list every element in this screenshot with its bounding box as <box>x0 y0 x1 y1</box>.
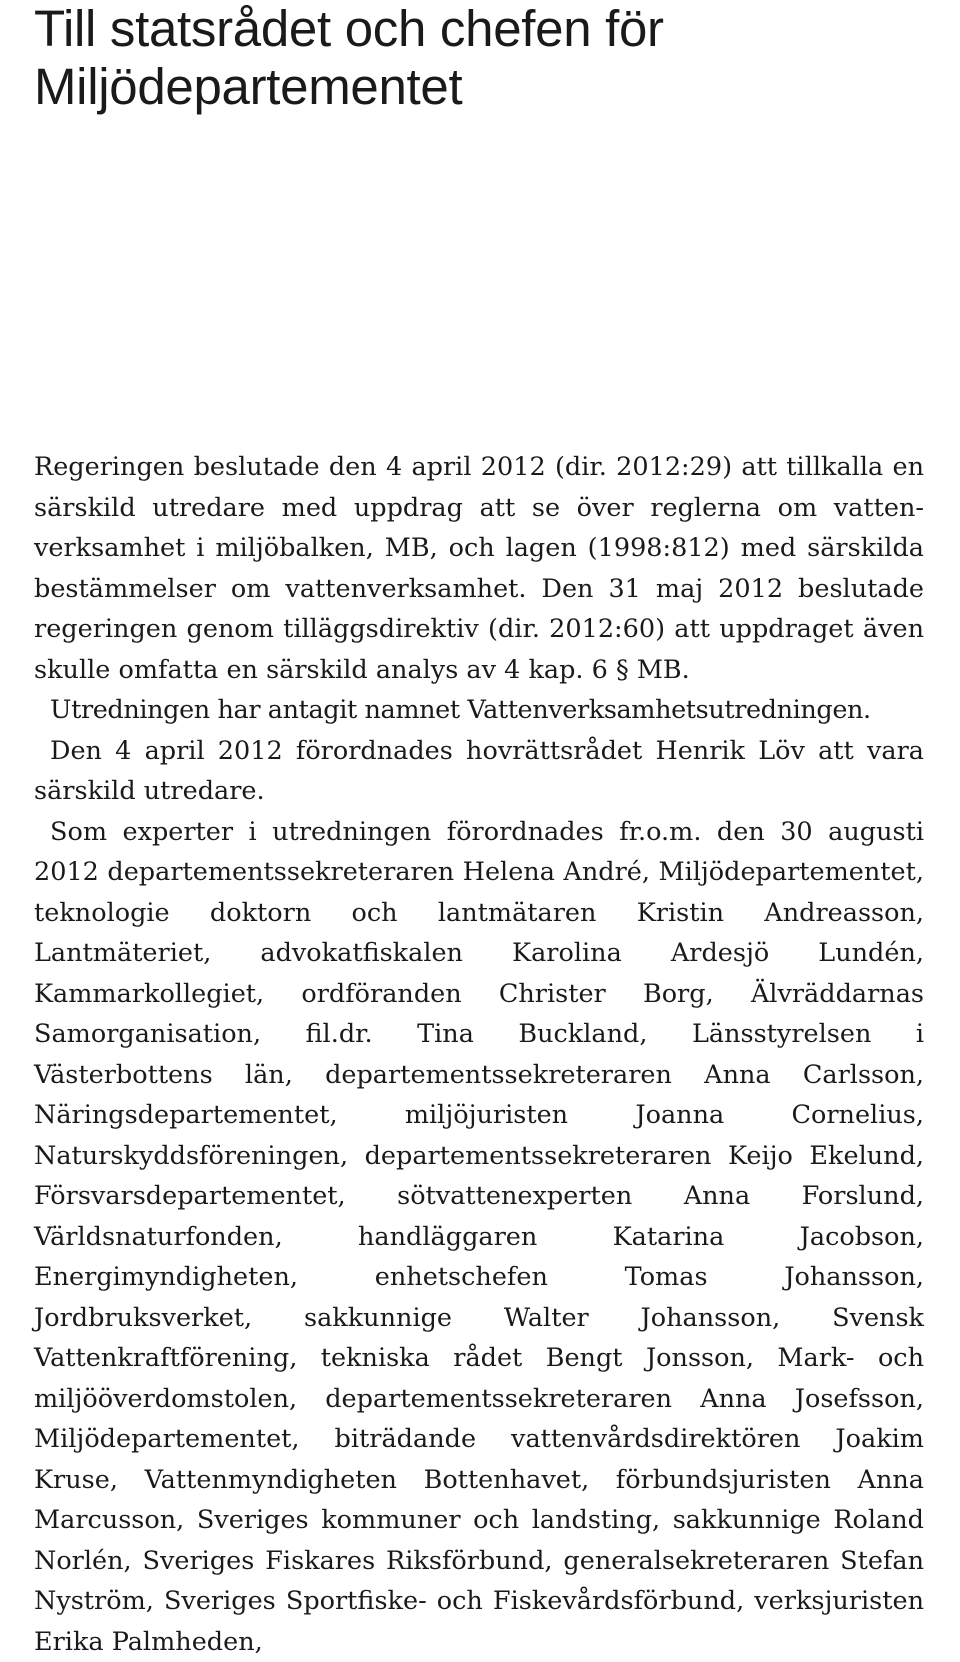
paragraph-assignment: Regeringen beslutade den 4 april 2012 (dir. 2012:29) att tillkalla en särskild utredare med uppdrag att se över reglerna om vattenverksamhet i miljöbalken, MB, och lagen (1998:812) med särskilda bestämmelser om vattenverksamhet. Den 31 maj 2012 beslutade regeringen genom tilläggsdirektiv (dir. 2012:60) att uppdraget även skulle omfatta en särskild analys av 4 kap. 6 § MB. <box>34 447 924 690</box>
body-text <box>34 447 924 1662</box>
page-title: Till statsrådet och chefen för Miljödepartementet <box>34 0 934 116</box>
paragraph-experts: Som experter i utredningen förordnades fr.o.m. den 30 augusti 2012 departementssekreteraren Helena André, Miljödepartementet, teknologie doktorn och lantmätaren Kristin Andreasson, Lantmäteriet, advokatfiskalen Karolina Ardesjö Lundén, Kammarkollegiet, ordföranden Christer Borg, Älvräddarnas Samorganisation, fil.dr. Tina Buckland, Länsstyrelsen i Västerbottens län, departementssekreteraren Anna Carlsson, Näringsdepartementet, miljöjuristen Joanna Cornelius, Naturskyddsföreningen, departementssekreteraren Keijo Ekelund, Försvarsdepartementet, sötvattenexperten Anna Forslund, Världsnaturfonden, handläggaren Katarina Jacobson, Energimyndigheten, enhetschefen Tomas Johansson, Jordbruksverket, sakkunnige Walter Johansson, Svensk Vattenkraftförening, tekniska rådet Bengt Jonsson, Mark- och miljööverdomstolen, departementssekreteraren Anna Josefsson, Miljödepartementet, biträdande vattenvårdsdirektören Joakim Kruse, Vattenmyndigheten Bottenhavet, förbundsjuristen Anna Marcusson, Sveriges kommuner och landsting, sakkunnige Roland Norlén, Sveriges Fiskares Riksförbund, generalsekreteraren Stefan Nyström, Sveriges Sportfiske- och Fiskevårdsförbund, verksjuristen Erika Palmheden, <box>34 812 924 1662</box>
paragraph-name: Utredningen har antagit namnet Vattenverksamhetsutredningen. <box>34 690 924 731</box>
paragraph-appointment: Den 4 april 2012 förordnades hovrättsrådet Henrik Löv att vara särskild utredare. <box>34 731 924 812</box>
